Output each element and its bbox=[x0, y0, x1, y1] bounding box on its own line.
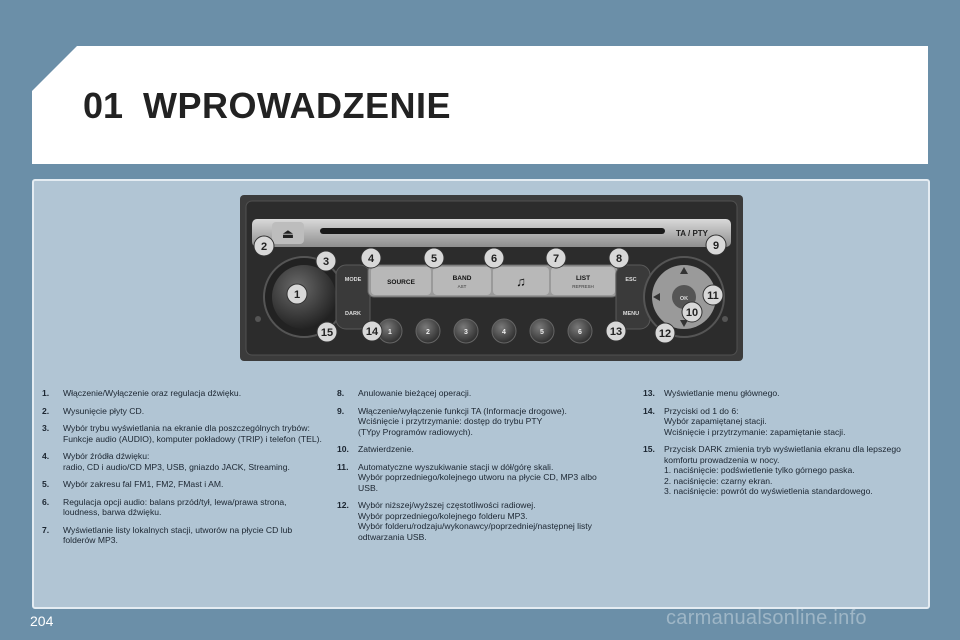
callout-label-3: 3 bbox=[322, 256, 330, 268]
legend-text: Przycisk DARK zmienia tryb wyświetlania ekranu dla lepszego komfortu prowadzenia w nocy. 1. naciśnięcie: podświetlenie tylko górnego paska. 2. naciśnięcie: czarny ekran. 3. naciśnięcie: powrót do wyświetlenia standardowego. bbox=[664, 444, 901, 496]
legend-text: Wybór trybu wyświetlania na ekranie dla poszczególnych trybów: Funkcje audio (AUDIO), komputer pokładowy (TRIP) i telefon (TEL). bbox=[63, 423, 322, 444]
legend-number: 6. bbox=[42, 496, 50, 507]
legend-number: 7. bbox=[42, 524, 50, 535]
legend-number: 11. bbox=[337, 461, 349, 472]
callout-label-2: 2 bbox=[260, 241, 268, 253]
list-sub-label: REFRESH bbox=[572, 284, 594, 289]
callout-label-7: 7 bbox=[552, 253, 560, 265]
preset-label-1: 1 bbox=[388, 329, 392, 336]
legend-item bbox=[42, 525, 322, 546]
legend-text: Przyciski od 1 do 6: Wybór zapamiętanej stacji. Wciśnięcie i przytrzymanie: zapamiętanie stacji. bbox=[664, 405, 846, 437]
legend-text: Anulowanie bieżącej operacji. bbox=[358, 388, 472, 398]
band-label: BAND bbox=[452, 275, 472, 282]
legend-text: Wyświetlanie listy lokalnych stacji, utworów na płycie CD lub folderów MP3. bbox=[63, 524, 293, 545]
chapter-number: 01 bbox=[83, 85, 124, 126]
legend-number: 12. bbox=[337, 500, 349, 510]
legend-item bbox=[42, 479, 322, 490]
legend-item bbox=[42, 497, 322, 518]
music-note-icon: ♫ bbox=[516, 274, 526, 289]
page-title: WPROWADZENIE bbox=[143, 85, 451, 126]
callout-label-4: 4 bbox=[367, 253, 375, 265]
callout-label-13: 13 bbox=[609, 326, 623, 338]
radio-illustration bbox=[240, 195, 743, 361]
radio-faceplate bbox=[240, 195, 743, 361]
menu-button[interactable]: MENU bbox=[622, 311, 640, 317]
band-sub-label: AST bbox=[457, 284, 467, 289]
source-label: SOURCE bbox=[387, 279, 415, 286]
legend-item bbox=[42, 406, 322, 417]
legend-number: 13. bbox=[643, 388, 655, 398]
legend-text: Wyświetlanie menu głównego. bbox=[664, 388, 780, 398]
cd-slot bbox=[320, 228, 665, 234]
list-label: LIST bbox=[575, 275, 591, 282]
legend-item bbox=[643, 444, 913, 497]
legend-text: Zatwierdzenie. bbox=[358, 444, 414, 454]
mode-button[interactable]: MODE bbox=[344, 277, 362, 283]
legend-item bbox=[42, 451, 322, 472]
legend-number: 15. bbox=[643, 444, 655, 454]
preset-label-2: 2 bbox=[426, 329, 430, 336]
callout-label-9: 9 bbox=[712, 240, 720, 252]
legend-number: 8. bbox=[337, 388, 345, 398]
callout-label-14: 14 bbox=[365, 326, 379, 338]
preset-label-6: 6 bbox=[578, 329, 582, 336]
legend-text: Regulacja opcji audio: balans przód/tył, lewa/prawa strona, loudness, barwa dźwięku. bbox=[63, 496, 287, 517]
legend-number: 1. bbox=[42, 388, 50, 398]
legend-text: Wybór niższej/wyższej częstotliwości radiowej. Wybór poprzedniego/kolejnego folderu MP3. Wybór folderu/rodzaju/wykonawcy/poprzedniej/następnej listy odtwarzania USB. bbox=[358, 500, 592, 542]
legend-column-2 bbox=[337, 388, 617, 549]
preset-label-4: 4 bbox=[502, 329, 506, 336]
esc-button[interactable]: ESC bbox=[625, 277, 637, 283]
legend-item bbox=[643, 388, 913, 399]
legend-number: 5. bbox=[42, 479, 50, 489]
legend-item bbox=[42, 388, 322, 399]
legend-column-3 bbox=[643, 388, 913, 504]
legend-item bbox=[337, 444, 617, 455]
legend-item bbox=[42, 423, 322, 444]
callout-label-10: 10 bbox=[685, 307, 699, 319]
legend-text: Włączenie/wyłączenie funkcji TA (Informacje drogowe). Wciśnięcie i przytrzymanie: dostęp do trybu PTY (TYpy Programów radiowych). bbox=[358, 405, 567, 437]
callout-label-11: 11 bbox=[707, 290, 719, 302]
eject-icon: ⏏ bbox=[281, 226, 295, 241]
legend-text: Wybór źródła dźwięku: radio, CD i audio/CD MP3, USB, gniazdo JACK, Streaming. bbox=[63, 451, 290, 472]
legend-number: 10. bbox=[337, 444, 349, 454]
page-number: 204 bbox=[30, 613, 54, 629]
callout-label-15: 15 bbox=[320, 327, 334, 339]
legend-text: Wybór zakresu fal FM1, FM2, FMast i AM. bbox=[63, 479, 224, 489]
callout-label-8: 8 bbox=[615, 253, 623, 265]
legend-item bbox=[337, 406, 617, 438]
ok-label: OK bbox=[679, 296, 689, 302]
legend-number: 14. bbox=[643, 405, 655, 416]
callout-label-12: 12 bbox=[658, 328, 672, 340]
legend-item bbox=[337, 500, 617, 542]
ta-pty-button[interactable]: TA / PTY bbox=[676, 229, 708, 238]
callout-label-5: 5 bbox=[430, 253, 438, 265]
watermark: carmanualsonline.info bbox=[666, 607, 867, 629]
legend-item bbox=[337, 388, 617, 399]
preset-label-5: 5 bbox=[540, 329, 544, 336]
callout-label-6: 6 bbox=[490, 253, 498, 265]
legend-item bbox=[337, 462, 617, 494]
legend-item bbox=[643, 406, 913, 438]
callout-label-1: 1 bbox=[293, 289, 301, 301]
legend-number: 9. bbox=[337, 405, 345, 416]
legend-text: Automatyczne wyszukiwanie stacji w dół/górę skali. Wybór poprzedniego/kolejnego utworu na płycie CD, MP3 albo USB. bbox=[358, 461, 597, 493]
legend-text: Włączenie/Wyłączenie oraz regulacja dźwięku. bbox=[63, 388, 242, 398]
legend-text: Wysunięcie płyty CD. bbox=[63, 405, 145, 416]
preset-label-3: 3 bbox=[464, 329, 468, 336]
legend-number: 4. bbox=[42, 451, 50, 461]
dark-button[interactable]: DARK bbox=[345, 311, 361, 317]
legend-number: 3. bbox=[42, 423, 50, 433]
legend-column-1 bbox=[42, 388, 322, 553]
legend-number: 2. bbox=[42, 405, 50, 416]
